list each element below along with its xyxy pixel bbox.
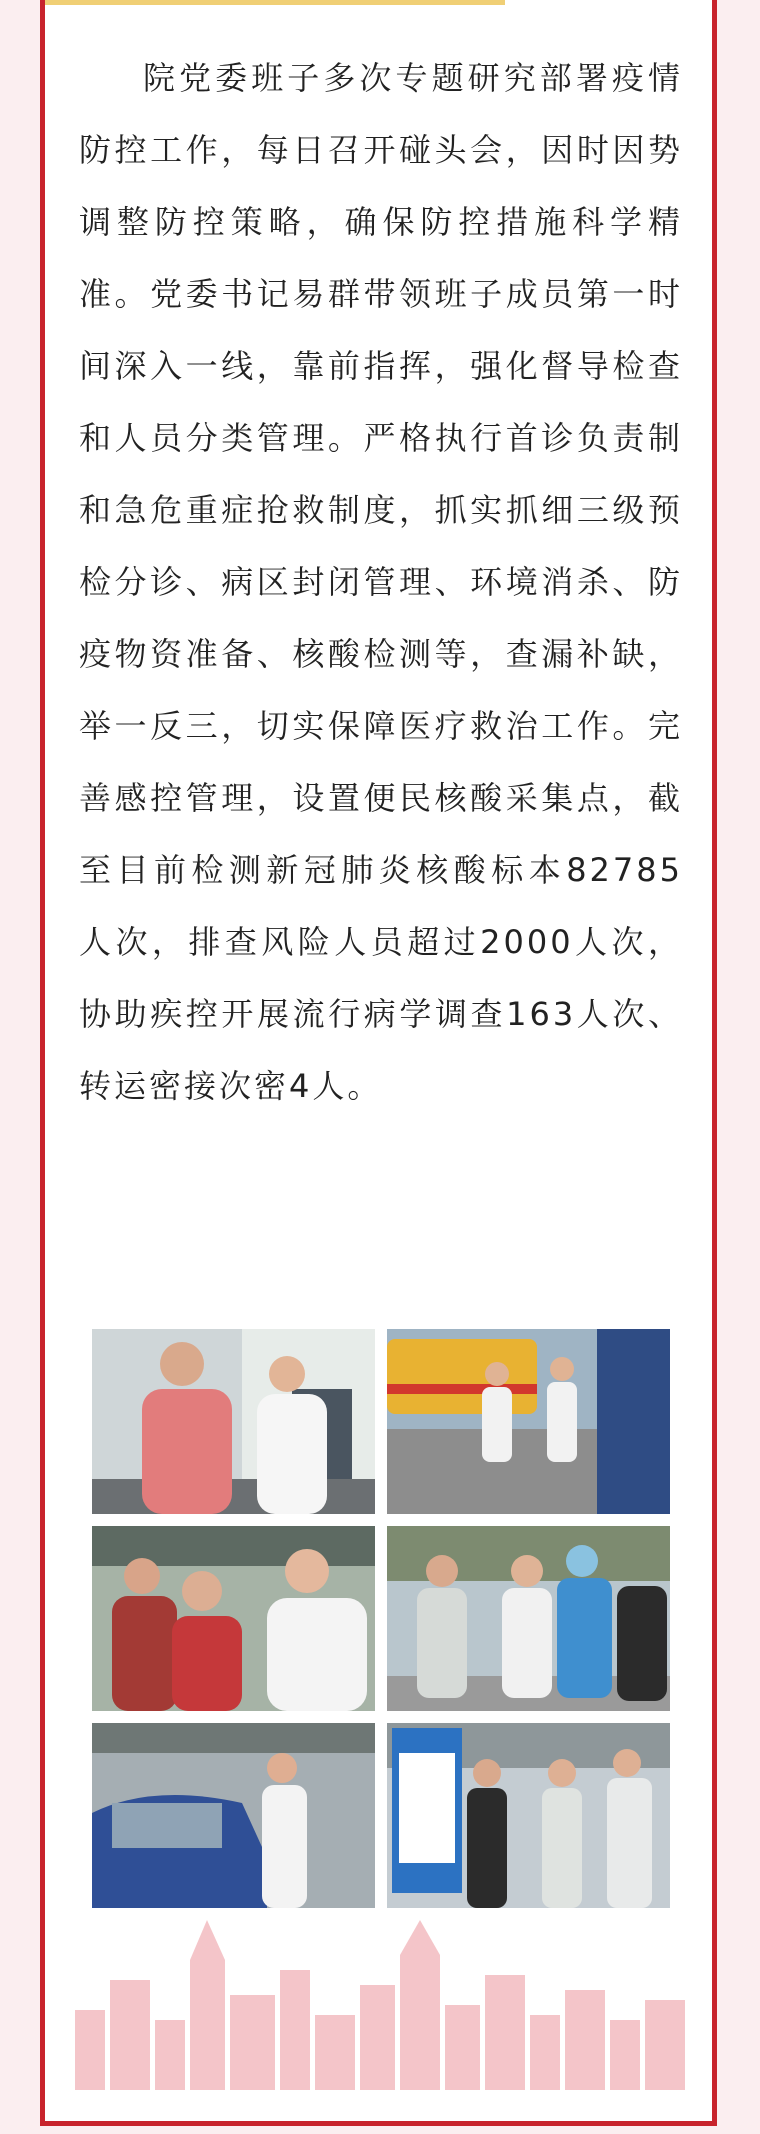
photo-gallery (92, 1329, 658, 1908)
article-frame (40, 0, 717, 2126)
city-skyline-decoration (75, 1920, 685, 2090)
gold-accent-top (45, 0, 505, 5)
photo-registration-desk (92, 1329, 375, 1514)
photo-car-checkpoint (92, 1723, 375, 1908)
photo-sign-board (387, 1723, 670, 1908)
photo-outdoor-group (387, 1526, 670, 1711)
photo-crowd-doctor (92, 1526, 375, 1711)
gold-accent-left (40, 0, 45, 1200)
photo-street-bus (387, 1329, 670, 1514)
article-paragraph: 院党委班子多次专题研究部署疫情防控工作，每日召开碰头会，因时因势调整防控策略，确保防控措施科学精准。党委书记易群带领班子成员第一时间深入一线，靠前指挥，强化督导检查和人员分类管理。严格执行首诊负责制和急危重症抢救制度，抓实抓细三级预检分诊、病区封闭管理、环境消杀、防疫物资准备、核酸检测等，查漏补缺，举一反三，切实保障医疗救治工作。完善感控管理，设置便民核酸采集点，截至目前检测新冠肺炎核酸标本82785人次，排查风险人员超过2000人次，协助疾控开展流行病学调查163人次、转运密接次密4人。 (79, 59, 683, 1105)
